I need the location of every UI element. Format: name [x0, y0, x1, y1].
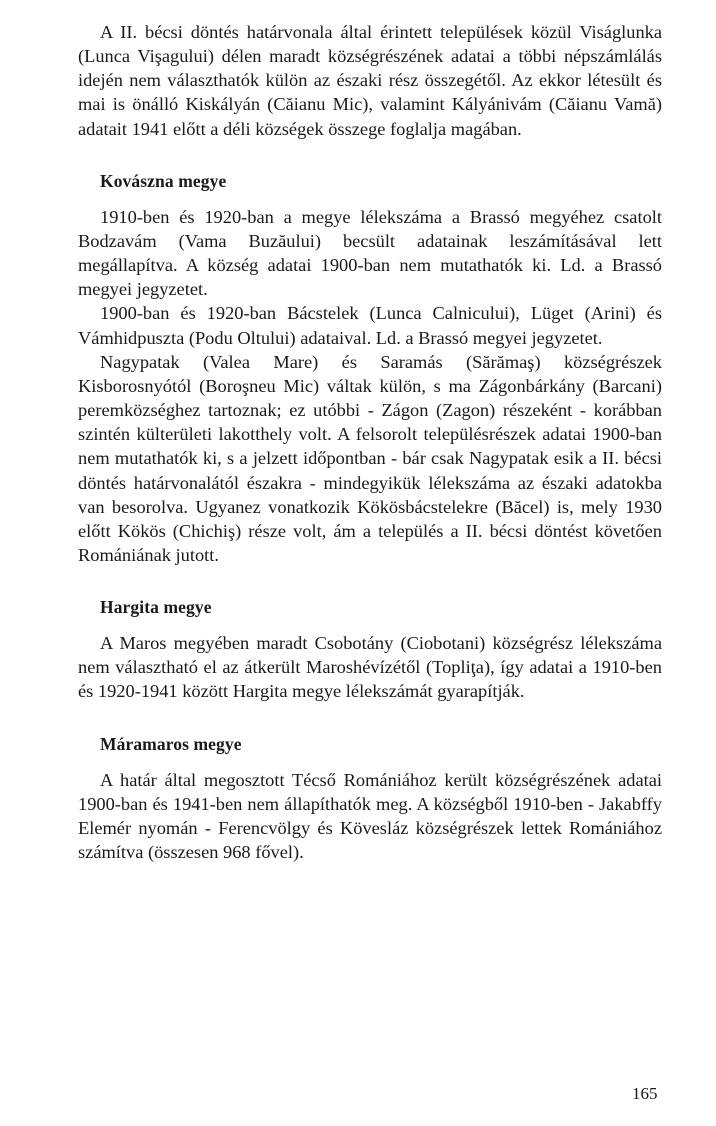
- kovaszna-paragraph-2: 1900-ban és 1920-ban Bácstelek (Lunca Calnicului), Lüget (Arini) és Vámhidpuszta (Podu Oltului) adataival. Ld. a Brassó megyei jegyzetet.: [78, 303, 662, 348]
- spacer: [78, 756, 662, 768]
- section-heading-hargita: Hargita megye: [100, 597, 212, 618]
- spacer: [78, 619, 662, 631]
- section-heading-kovaszna: Kovászna megye: [100, 170, 227, 191]
- kovaszna-paragraph-1: 1910-ben és 1920-ban a megye lélekszáma a Brassó megyéhez csatolt Bodzavám (Vama Buzăului) becsült adatainak leszámításával lett megállapítva. A község adatai 1900-ban nem mutathatók ki. Ld. a Brassó megyei jegyzetet.: [78, 206, 662, 300]
- page-number: 165: [632, 1084, 658, 1103]
- hargita-paragraph-1: A Maros megyében maradt Csobotány (Ciobotani) községrész lélekszáma nem választható el az átkerült Maroshévízétől (Topliţa), így adatai a 1910-ben és 1920-1941 között Hargita megye lélekszámát gyarapítják.: [78, 633, 662, 702]
- spacer: [78, 193, 662, 205]
- maramaros-paragraph-1: A határ által megosztott Técső Romániához került községrészének adatai 1900-ban és 1941-ben nem állapíthatók meg. A községből 1910-ben - Jakabffy Elemér nyomán - Ferencvölgy és Kövesláz községrészek lettek Romániához számítva (összesen 968 fővel).: [78, 769, 662, 863]
- page-body: [78, 20, 662, 864]
- spacer: [78, 704, 662, 732]
- intro-paragraph: A II. bécsi döntés határvonala által érintett települések közül Viságlunka (Lunca Vişagului) délen maradt községrészének adatai a többi népszámlálás idején nem választhatók külön az északi rész összegétől. Az ekkor létesült és mai is önálló Kiskályán (Căianu Mic), valamint Kályánivám (Căianu Vamă) adatait 1941 előtt a déli községek összege foglalja magában.: [78, 22, 662, 139]
- section-heading-maramaros: Máramaros megye: [100, 733, 242, 754]
- kovaszna-paragraph-3: Nagypatak (Valea Mare) és Saramás (Sărămaş) községrészek Kisborosnyótól (Boroşneu Mic) váltak külön, s ma Zágonbárkány (Barcani) peremközséghez tartoznak; ez utóbbi - Zágon (Zagon) részeként - korábban szintén külterületi lakotthely volt. A felsorolt településrészek adatai 1900-ban nem mutathatók ki, s a jelzett időpontban - bár csak Nagypatak esik a II. bécsi döntés határvonalától északra - mindegyikük lélekszáma az északi adatokba van besorolva. Ugyanez vonatkozik Kökösbácstelekre (Băcel) is, mely 1930 előtt Kökös (Chichiş) része volt, ám a település a II. bécsi döntést követően Romániának jutott.: [78, 351, 662, 565]
- spacer: [78, 567, 662, 595]
- spacer: [78, 141, 662, 169]
